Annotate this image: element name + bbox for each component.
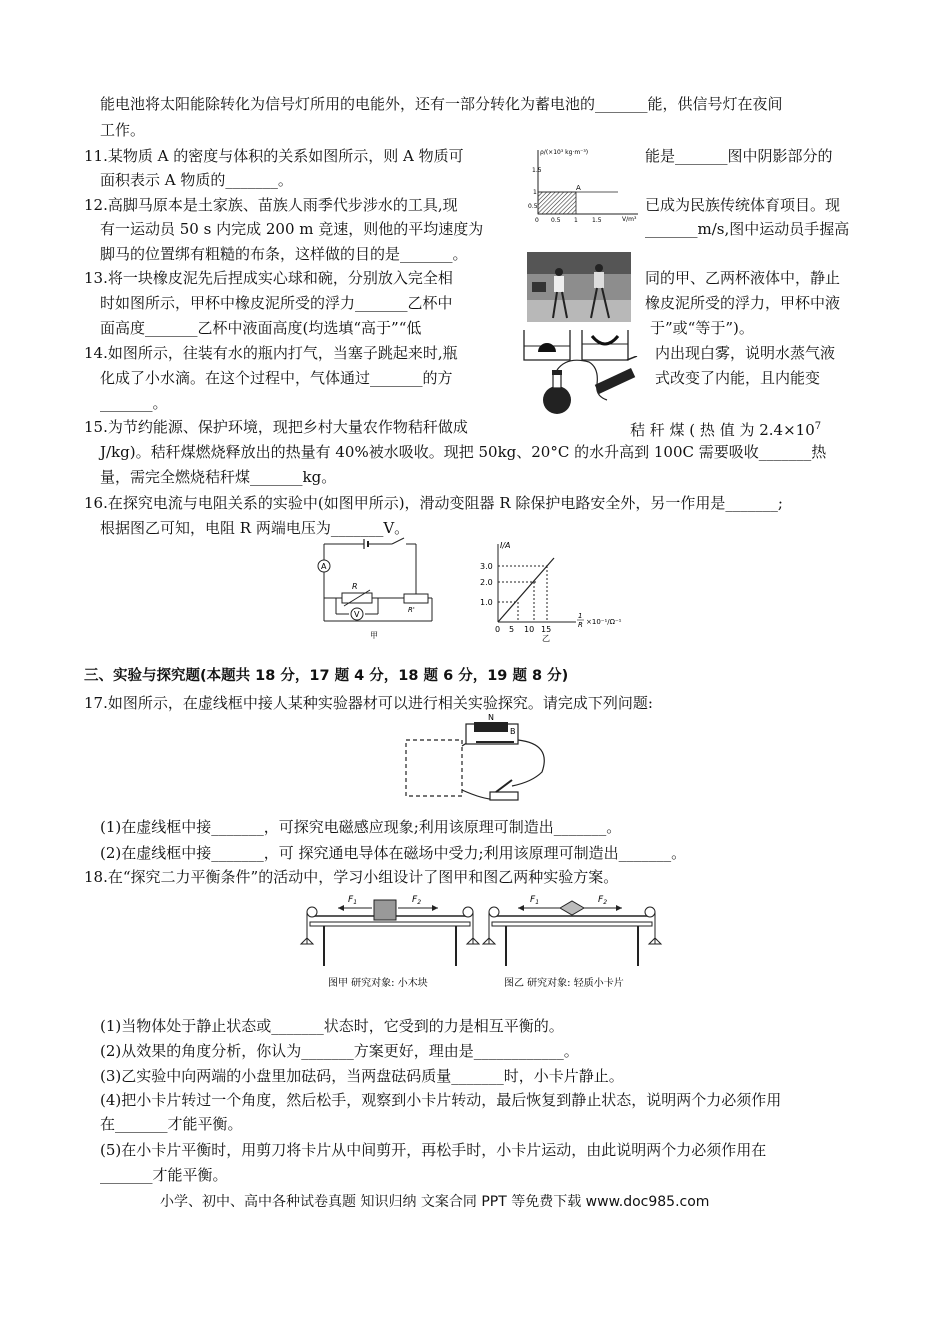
force-2-label: $F_2$ <box>598 895 608 906</box>
ammeter-label: A <box>321 562 327 571</box>
x-tick: 0.5 <box>551 217 561 222</box>
text-line: (4)把小卡片转过一个角度，然后松手，观察到小卡片转动，最后恢复到静止状态，说明两个力必须作用 <box>100 1091 782 1109</box>
svg-text:1: 1 <box>578 612 583 620</box>
question-17: 17.如图所示，在虚线框中接人某种实验器材可以进行相关实验探究。请完成下列问题: <box>84 694 653 712</box>
question-16: 16.在探究电流与电阻关系的实验中(如图甲所示)，滑动变阻器 R 除保护电路安全外，另一作用是_______; <box>84 494 783 512</box>
x-tick: 15 <box>541 625 552 634</box>
svg-text:R: R <box>578 621 583 629</box>
stilt-race-photo <box>527 252 631 322</box>
circuit-diagram <box>312 536 444 642</box>
x-tick: 1.5 <box>592 217 602 222</box>
text-line: _______。 <box>100 394 168 412</box>
force-1-label: $F_1$ <box>530 895 540 906</box>
rod-label: B <box>510 727 516 736</box>
text-line: (1)在虚线框中接_______，可探究电磁感应现象;利用该原理可制造出_______。 <box>100 818 622 836</box>
text-line: 时如图所示，甲杯中橡皮泥所受的浮力_______乙杯中 <box>100 294 453 312</box>
density-volume-graph <box>518 144 642 222</box>
text-line: 工作。 <box>100 121 146 139</box>
x-tick: 10 <box>524 625 535 634</box>
text-line: (2)在虚线框中接_______，可 探究通电导体在磁场中受力;利用该原理可制造出_______。 <box>100 844 687 862</box>
text-line: _______m/s,图中运动员手握高 <box>645 220 850 238</box>
force-balance-figure <box>298 886 670 998</box>
x-tick: 0 <box>535 217 539 222</box>
text-line: 有一运动员 50 s 内完成 200 m 竞速，则他的平均速度为 <box>100 220 484 238</box>
x-axis-unit: ×10⁻¹/Ω⁻¹ <box>586 618 622 626</box>
text-line: 脚马的位置绑有粗糙的布条，这样做的目的是_______。 <box>100 245 468 263</box>
force-2-label: $F_2$ <box>412 895 422 906</box>
text-line: 能电池将太阳能除转化为信号灯所用的电能外，还有一部分转化为蓄电池的_______能，供信号灯在夜间 <box>100 95 783 113</box>
resistor-label: R <box>352 582 358 591</box>
y-tick: 2.0 <box>480 578 493 587</box>
text-line: (5)在小卡片平衡时，用剪刀将卡片从中间剪开，再松手时，小卡片运动，由此说明两个力必须作用在 <box>100 1141 767 1159</box>
text-line: 已成为民族传统体育项目。现 <box>645 196 841 214</box>
heat-value-text: 秸 秆 煤 ( 热 值 为 2.4×10 <box>630 421 815 439</box>
text-line: 面积表示 A 物质的_______。 <box>100 171 293 189</box>
text-line: (1)当物体处于静止状态或_______状态时，它受到的力是相互平衡的。 <box>100 1017 564 1035</box>
voltmeter-label: V <box>354 610 360 619</box>
text-line: 根据图乙可知，电阻 R 两端电压为_______V。 <box>100 519 410 537</box>
question-18: 18.在“探究二力平衡条件”的活动中，学习小组设计了图甲和图乙两种实验方案。 <box>84 868 619 886</box>
y-axis-label: ρ/(×10³ kg·m⁻³) <box>540 149 589 156</box>
current-graph <box>472 538 662 642</box>
x-tick: 5 <box>509 625 515 634</box>
question-11: 11.某物质 A 的密度与体积的关系如图所示，则 A 物质可 <box>84 147 464 165</box>
y-tick: 0.5 <box>528 203 538 210</box>
text-line: 同的甲、乙两杯液体中，静止 <box>645 269 841 287</box>
text-line: _______才能平衡。 <box>100 1166 228 1184</box>
text-line: 量，需完全燃烧秸秆煤_______kg。 <box>100 468 337 486</box>
x-axis-label: V/m³ <box>622 216 637 222</box>
text-line: 在_______才能平衡。 <box>100 1115 243 1133</box>
question-13: 13.将一块橡皮泥先后捏成实心球和碗，分别放入完全相 <box>84 269 453 287</box>
figure-caption: 甲 <box>370 631 378 640</box>
text-line: 于”或“等于”)。 <box>650 319 754 337</box>
question-15: 15.为节约能源、保护环境，现把乡村大量农作物秸秆做成 <box>84 418 468 436</box>
y-tick: 1.5 <box>532 167 542 174</box>
y-tick: 1.0 <box>480 598 493 607</box>
electromagnetism-apparatus <box>402 712 574 810</box>
rheostat-label: R' <box>408 606 415 614</box>
question-14: 14.如图所示，往装有水的瓶内打气，当塞子跳起来时,瓶 <box>84 344 458 362</box>
point-label: A <box>576 184 581 192</box>
text-line: 橡皮泥所受的浮力，甲杯中液 <box>645 294 841 312</box>
text-line: J/kg)。秸秆煤燃烧释放出的热量有 40%被水吸收。现把 50kg、20°C 的水升高到 100C 需要吸收_______热 <box>100 443 827 461</box>
flask-pump-figure <box>527 356 639 418</box>
question-12: 12.高脚马原本是土家族、苗族人雨季代步涉水的工具,现 <box>84 196 458 214</box>
y-tick: 1 <box>533 189 537 196</box>
exponent: 7 <box>814 421 822 432</box>
force-1-label: $F_1$ <box>348 895 358 906</box>
text-line: 面高度_______乙杯中液面高度(均选填“高于”“低 <box>100 319 422 337</box>
text-line: 能是_______图中阴影部分的 <box>645 147 833 165</box>
x-tick: 1 <box>574 217 578 222</box>
figure-caption-left: 图甲 研究对象: 小木块 <box>328 978 428 989</box>
text-line: (3)乙实验中向两端的小盘里加砝码，当两盘砝码质量_______时，小卡片静止。 <box>100 1067 624 1085</box>
text-line <box>630 417 821 440</box>
y-axis-label: I/A <box>500 541 511 550</box>
text-line: 内出现白雾，说明水蒸气液 <box>655 344 836 362</box>
section-heading: 三、实验与探究题(本题共 18 分，17 题 4 分，18 题 6 分，19 题 8 分) <box>84 668 569 684</box>
text-line: 化成了小水滴。在这个过程中，气体通过_______的方 <box>100 369 453 387</box>
figure-caption-right: 图乙 研究对象: 轻质小卡片 <box>504 978 624 989</box>
page-footer: 小学、初中、高中各种试卷真题 知识归纳 文案合同 PPT 等免费下载 www.doc985.com <box>160 1194 710 1210</box>
text-line: (2)从效果的角度分析，你认为_______方案更好，理由是____________。 <box>100 1042 579 1060</box>
north-pole-label: N <box>488 713 494 722</box>
x-tick: 0 <box>495 625 501 634</box>
text-line: 式改变了内能，且内能变 <box>655 369 821 387</box>
y-tick: 3.0 <box>480 562 493 571</box>
figure-caption: 乙 <box>542 634 550 642</box>
